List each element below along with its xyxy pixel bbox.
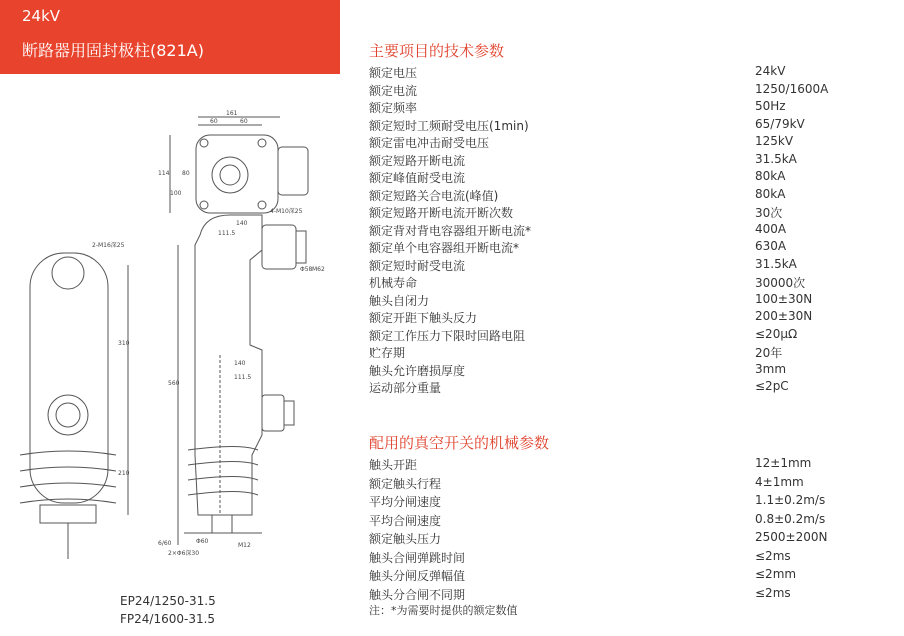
- param-row: [369, 239, 869, 257]
- tech-params-title: 主要项目的技术参数: [369, 42, 505, 60]
- dim-60b: 60: [240, 118, 248, 125]
- technical-drawing: [0, 75, 350, 605]
- param-name: 额定背对背电容器组开断电流*: [369, 223, 532, 238]
- param-row: [369, 586, 869, 604]
- dim-m62: M62: [312, 266, 325, 273]
- param-row: [369, 292, 869, 310]
- param-value: 30次: [755, 206, 783, 220]
- param-value: 3mm: [755, 361, 787, 376]
- dim-phi60: Φ60: [196, 538, 209, 545]
- param-name: 触头允许磨损厚度: [369, 363, 466, 378]
- param-value: ≤2ms: [755, 585, 791, 600]
- dim-140b: 140: [234, 360, 246, 367]
- product-title: 断路器用固封极柱(821A): [22, 41, 204, 60]
- param-value: 20年: [755, 346, 783, 360]
- param-name: 贮存期: [369, 346, 406, 360]
- param-row: [369, 204, 869, 222]
- param-value: 125kV: [755, 134, 794, 148]
- param-name: 额定单个电容器组开断电流*: [369, 241, 520, 255]
- model-caption-2: FP24/1600-31.5: [120, 612, 216, 626]
- param-name: 额定短时耐受电流: [369, 258, 466, 273]
- param-value: 0.8±0.2m/s: [755, 511, 826, 526]
- dim-m16: 2-M16深25: [92, 242, 125, 249]
- param-value: 100±30N: [755, 291, 813, 306]
- param-value: 30000次: [755, 276, 806, 290]
- param-row: [369, 152, 869, 170]
- param-name: 额定开距下触头反力: [369, 311, 478, 325]
- footnote: 注：*为需要时提供的额定数值: [369, 604, 518, 617]
- param-name: 触头自闭力: [369, 293, 430, 308]
- param-row: [369, 379, 869, 397]
- param-name: 触头开距: [369, 458, 418, 472]
- top-view-body: [196, 135, 278, 213]
- param-name: 机械寿命: [369, 276, 418, 290]
- param-row: [369, 512, 869, 530]
- dim-210: 210: [118, 470, 130, 477]
- param-value: 200±30N: [755, 309, 813, 323]
- param-row: [369, 493, 869, 511]
- param-row: [369, 274, 869, 292]
- param-value: ≤20μΩ: [755, 326, 798, 341]
- param-row: [369, 117, 869, 135]
- param-name: 平均合闸速度: [369, 513, 442, 528]
- mech-params-title: 配用的真空开关的机械参数: [369, 434, 550, 452]
- param-value: 31.5kA: [755, 256, 797, 271]
- param-name: 额定短路关合电流(峰值): [369, 188, 499, 203]
- param-value: 630A: [755, 239, 787, 253]
- param-value: 50Hz: [755, 99, 786, 113]
- param-value: ≤2ms: [755, 548, 791, 563]
- dim-m10: 4-M10深25: [270, 208, 303, 215]
- param-value: 2500±200N: [755, 530, 828, 544]
- param-value: 1.1±0.2m/s: [755, 493, 826, 507]
- param-value: 4±1mm: [755, 474, 804, 489]
- param-row: [369, 456, 869, 474]
- model-caption-1: EP24/1250-31.5: [120, 594, 216, 608]
- param-value: ≤2mm: [755, 567, 797, 581]
- param-name: 额定频率: [369, 101, 418, 115]
- param-row: [369, 134, 869, 152]
- dim-holes: 2×Φ6深30: [168, 550, 200, 557]
- param-row: [369, 309, 869, 327]
- param-name: 额定工作压力下限时回路电阻: [369, 328, 526, 343]
- param-value: 80kA: [755, 169, 786, 183]
- title-banner: [0, 0, 340, 74]
- param-name: 额定电压: [369, 66, 418, 80]
- param-row: [369, 99, 869, 117]
- param-row: [369, 64, 869, 82]
- param-name: 额定短时工频耐受电压(1min): [369, 118, 529, 133]
- dim-80: 80: [182, 170, 190, 177]
- dim-111: 111.5: [218, 230, 236, 237]
- param-row: [369, 475, 869, 493]
- param-name: 额定短路开断电流开断次数: [369, 206, 514, 220]
- param-name: 触头合闸弹跳时间: [369, 550, 466, 565]
- dim-6-60: 6/60: [158, 540, 172, 547]
- side-view-body: [195, 215, 262, 515]
- param-name: 平均分闸速度: [369, 495, 442, 509]
- dim-111b: 111.5: [234, 374, 252, 381]
- param-name: 触头分闸反弹幅值: [369, 569, 466, 583]
- param-value: 31.5kA: [755, 151, 797, 166]
- param-row: [369, 344, 869, 362]
- param-name: 额定短路开断电流: [369, 153, 466, 168]
- dim-310: 310: [118, 340, 130, 347]
- param-row: [369, 327, 869, 345]
- param-row: [369, 257, 869, 275]
- dim-100: 100: [170, 190, 182, 197]
- param-value: ≤2pC: [755, 379, 789, 393]
- param-row: [369, 549, 869, 567]
- dim-140: 140: [236, 220, 248, 227]
- param-row: [369, 187, 869, 205]
- param-row: [369, 362, 869, 380]
- param-name: 额定电流: [369, 83, 418, 98]
- param-name: 触头分合闸不同期: [369, 587, 466, 602]
- dim-60a: 60: [210, 118, 218, 125]
- dim-114: 114: [158, 170, 170, 177]
- param-row: [369, 567, 869, 585]
- param-value: 12±1mm: [755, 456, 812, 470]
- param-value: 24kV: [755, 64, 786, 78]
- param-value: 1250/1600A: [755, 81, 829, 96]
- param-name: 运动部分重量: [369, 381, 442, 395]
- front-view-body: [30, 253, 108, 503]
- param-row: [369, 530, 869, 548]
- dim-560: 560: [168, 380, 180, 387]
- param-value: 80kA: [755, 186, 786, 201]
- param-value: 400A: [755, 221, 787, 236]
- param-row: [369, 169, 869, 187]
- param-name: 额定雷电冲击耐受电压: [369, 136, 490, 150]
- param-value: 65/79kV: [755, 116, 805, 131]
- param-row: [369, 82, 869, 100]
- param-name: 额定触头压力: [369, 532, 442, 546]
- param-row: [369, 222, 869, 240]
- dim-phi58: Φ58: [300, 266, 313, 273]
- dim-m12: M12: [238, 542, 251, 549]
- param-name: 额定峰值耐受电流: [369, 171, 466, 185]
- param-name: 额定触头行程: [369, 476, 442, 491]
- dim-161: 161: [226, 110, 238, 117]
- voltage-title: 24kV: [22, 7, 61, 25]
